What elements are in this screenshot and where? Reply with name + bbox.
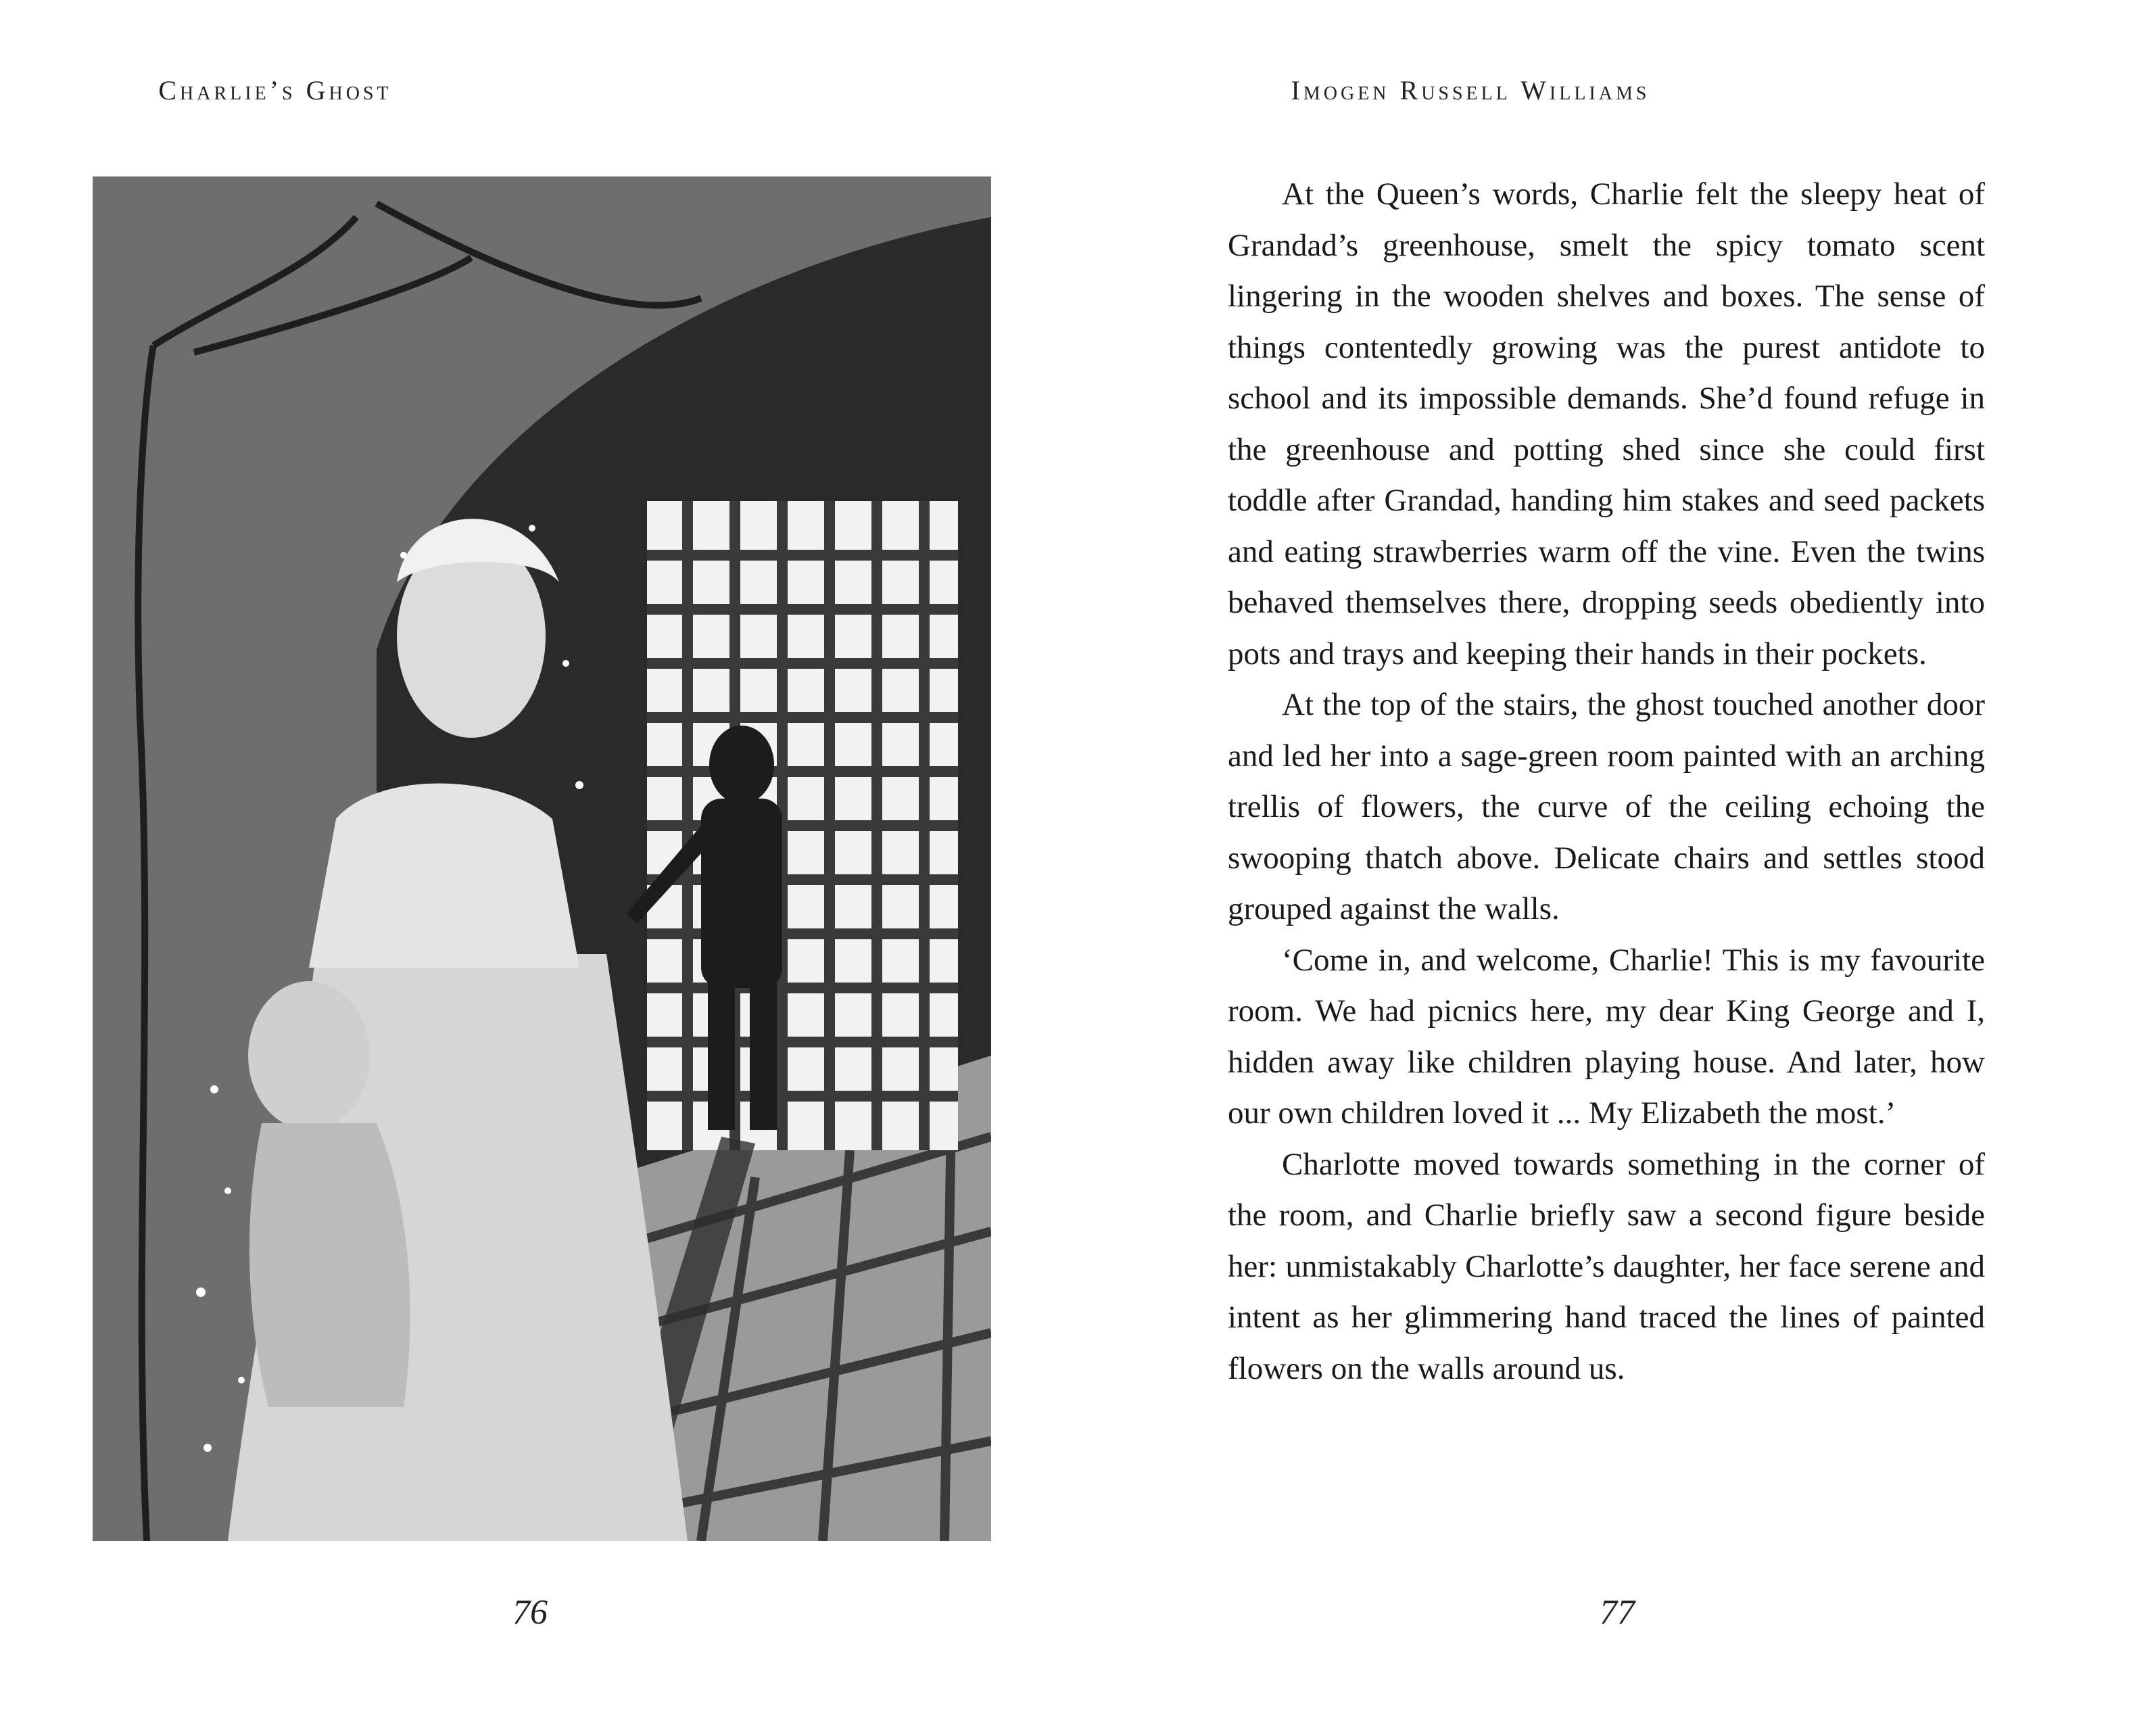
running-head-book-title: Charlie’s Ghost	[158, 75, 392, 105]
page-number: 77	[1600, 1593, 1635, 1632]
illustration	[93, 176, 991, 1541]
body-text	[1228, 169, 1985, 1394]
paragraph: At the top of the stairs, the ghost touched another door and led her into a sage-green room painted with an arching trellis of flowers, the curve of the ceiling echoing the swooping thatch above. Delicate chairs and settles stood grouped against the walls.	[1228, 687, 1985, 926]
running-head-author: Imogen Russell Williams	[1291, 75, 1650, 105]
right-page	[1078, 0, 2155, 1725]
illustration-ghost-queen-and-children-icon	[93, 176, 991, 1541]
paragraph: At the Queen’s words, Charlie felt the sleepy heat of Grandad’s greenhouse, smelt the spicy tomato scent lingering in the wooden shelves and boxes. The sense of things contentedly growing was the purest antidote to school and its impossible demands. She’d found refuge in the greenhouse and potting shed since she could first toddle after Grandad, handing him stakes and seed packets and eating strawberries warm off the vine. Even the twins behaved themselves there, dropping seeds obediently into pots and trays and keeping their hands in their pockets.	[1228, 176, 1985, 671]
paragraph: Charlotte moved towards something in the corner of the room, and Charlie briefly saw a second figure beside her: unmistakably Charlotte’s daughter, her face serene and intent as her glimmering hand traced the lines of painted flowers on the walls around us.	[1228, 1146, 1985, 1386]
page-number: 76	[512, 1593, 548, 1632]
paragraph: ‘Come in, and welcome, Charlie! This is my favourite room. We had picnics here, my dear King George and I, hidden away like children playing house. And later, how our own children loved it ... My Elizabeth the most.’	[1228, 942, 1985, 1131]
